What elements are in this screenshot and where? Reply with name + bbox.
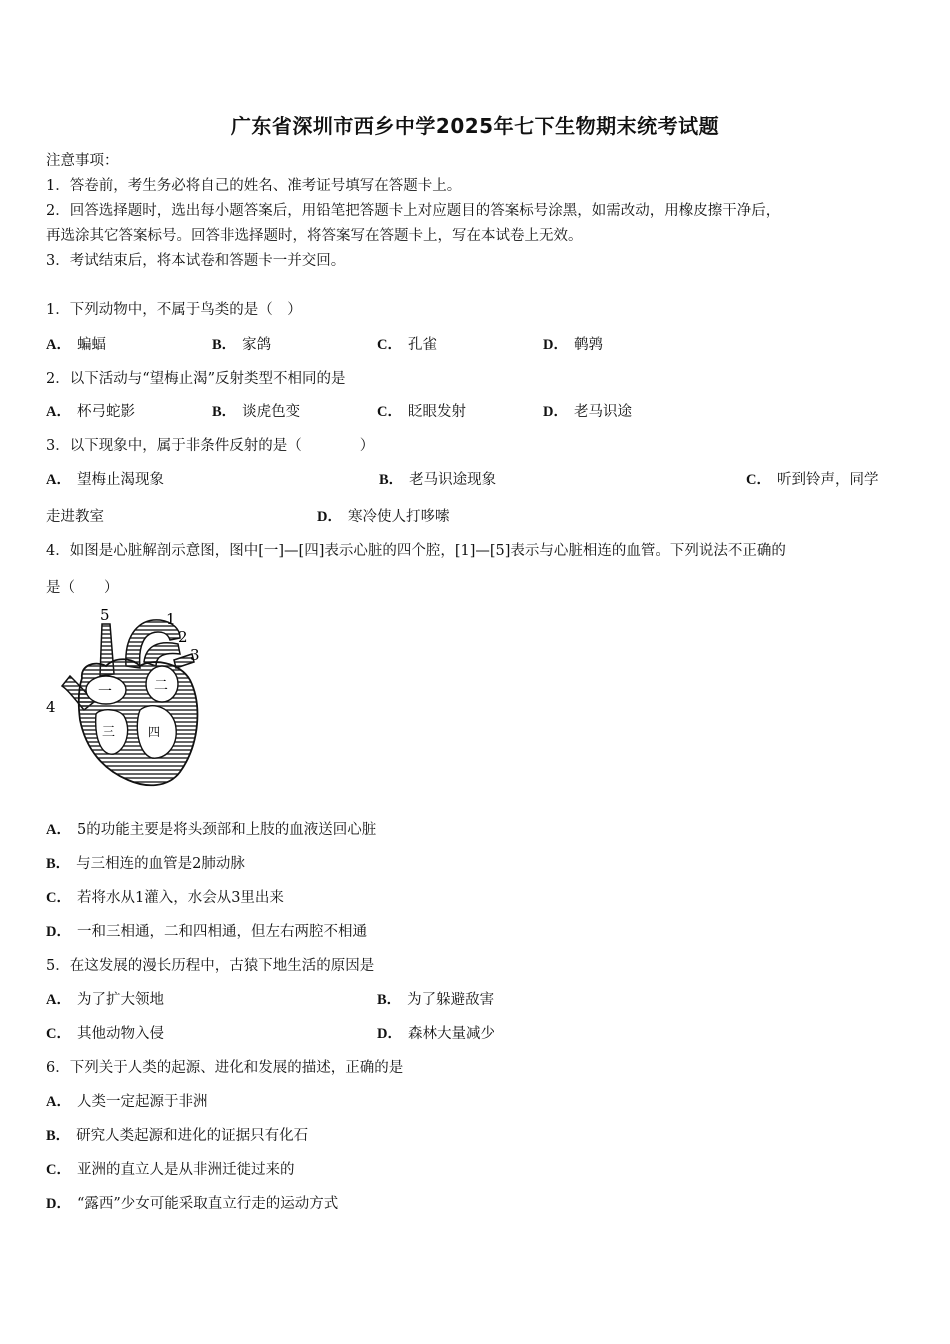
option-text: 森林大量减少: [407, 1026, 495, 1042]
option-letter: B．: [46, 1128, 71, 1144]
option-letter: A．: [46, 992, 71, 1008]
question-4-stem-cont: 是（ ）: [46, 580, 119, 596]
option-letter: C．: [46, 1162, 71, 1178]
option-letter: B．: [212, 337, 237, 353]
option-letter: B．: [377, 992, 402, 1008]
notice-heading: 注意事项：: [46, 153, 119, 169]
option-letter: D．: [46, 924, 71, 940]
option-text: 谈虎色变: [242, 404, 301, 420]
option-letter: A．: [46, 1094, 71, 1110]
notice-item-3: 3．考试结束后，将本试卷和答题卡一并交回。: [46, 253, 346, 269]
option-letter: D．: [543, 404, 568, 420]
q5-option-b[interactable]: [377, 990, 494, 1010]
page-title: 广东省深圳市西乡中学2025年七下生物期末统考试题: [230, 114, 720, 138]
label-5: 5: [100, 606, 110, 624]
q4-option-d[interactable]: [46, 922, 367, 942]
option-text: 老马识途现象: [409, 472, 497, 488]
option-letter: C．: [746, 472, 771, 488]
option-letter: B．: [212, 404, 237, 420]
option-text: 一和三相通，二和四相通，但左右两腔不相通: [76, 924, 367, 940]
option-letter: B．: [46, 856, 71, 872]
chamber-label-2: 二: [154, 678, 168, 694]
q1-option-c[interactable]: [377, 335, 437, 355]
option-letter: C．: [377, 404, 402, 420]
q3-option-b[interactable]: [379, 470, 496, 490]
option-letter: D．: [377, 1026, 402, 1042]
q3-option-c-cont: 走进教室: [46, 509, 104, 525]
option-text: 其他动物入侵: [76, 1026, 164, 1042]
q5-option-d[interactable]: [377, 1024, 495, 1044]
option-text: 蝙蝠: [76, 337, 106, 353]
q2-option-a[interactable]: [46, 402, 135, 422]
label-3: 3: [190, 646, 200, 664]
option-letter: C．: [377, 337, 402, 353]
option-text: 与三相连的血管是2肺动脉: [76, 856, 245, 872]
option-text: 寒冷使人打哆嗦: [347, 509, 450, 525]
chamber-label-4: 四: [148, 725, 161, 739]
option-text: 杯弓蛇影: [76, 404, 135, 420]
q1-option-b[interactable]: [212, 335, 271, 355]
q3-option-a[interactable]: [46, 470, 164, 490]
notice-item-1: 1．答卷前，考生务必将自己的姓名、准考证号填写在答题卡上。: [46, 178, 462, 194]
question-6-stem: 6．下列关于人类的起源、进化和发展的描述，正确的是: [46, 1060, 404, 1076]
option-letter: D．: [46, 1196, 71, 1212]
heart-diagram: [40, 604, 210, 794]
option-letter: B．: [379, 472, 404, 488]
q6-option-a[interactable]: [46, 1092, 207, 1112]
q6-option-c[interactable]: [46, 1160, 294, 1180]
option-text: 孔雀: [407, 337, 437, 353]
option-text: 家鸽: [242, 337, 272, 353]
q4-option-b[interactable]: [46, 854, 245, 874]
option-text: 人类一定起源于非洲: [76, 1094, 208, 1110]
chamber-label-3: 三: [102, 725, 116, 740]
q6-option-b[interactable]: [46, 1126, 308, 1146]
option-letter: A．: [46, 472, 71, 488]
label-1: 1: [166, 610, 176, 628]
option-letter: D．: [543, 337, 568, 353]
q1-option-d[interactable]: [543, 335, 603, 355]
option-text: 为了扩大领地: [76, 992, 164, 1008]
question-1-stem: 1．下列动物中，不属于鸟类的是（ ）: [46, 302, 302, 318]
option-letter: D．: [317, 509, 342, 525]
option-text: 研究人类起源和进化的证据只有化石: [76, 1128, 309, 1144]
option-text: 5的功能主要是将头颈部和上肢的血液送回心脏: [76, 822, 377, 838]
option-text: 鹌鹑: [573, 337, 603, 353]
q4-option-c[interactable]: [46, 888, 284, 908]
option-text: 老马识途: [573, 404, 632, 420]
q4-option-a[interactable]: [46, 820, 376, 840]
notice-item-2: 2．回答选择题时，选出每小题答案后，用铅笔把答题卡上对应题目的答案标号涂黑，如需改动，用橡皮擦干净后，: [46, 203, 781, 219]
question-4-stem: 4．如图是心脏解剖示意图，图中[一]—[四]表示心脏的四个腔，[1]—[5]表示与心脏相连的血管。下列说法不正确的: [46, 543, 786, 559]
heart-diagram-svg: [40, 604, 210, 794]
label-4: 4: [46, 698, 56, 716]
q2-option-d[interactable]: [543, 402, 632, 422]
chamber-label-1: 一: [98, 684, 112, 700]
option-text: 眨眼发射: [407, 404, 466, 420]
option-letter: A．: [46, 337, 71, 353]
option-text: 为了躲避敌害: [407, 992, 495, 1008]
option-text: 望梅止渴现象: [76, 472, 164, 488]
q5-option-c[interactable]: [46, 1024, 164, 1044]
q2-option-b[interactable]: [212, 402, 300, 422]
question-5-stem: 5．在这发展的漫长历程中，古猿下地生活的原因是: [46, 958, 375, 974]
option-letter: A．: [46, 822, 71, 838]
option-text: 亚洲的直立人是从非洲迁徙过来的: [76, 1162, 295, 1178]
q3-option-d[interactable]: [317, 507, 449, 527]
option-text: “露西”少女可能采取直立行走的运动方式: [76, 1196, 339, 1212]
option-letter: C．: [46, 1026, 71, 1042]
option-text: 若将水从1灌入，水会从3里出来: [76, 890, 284, 906]
q6-option-d[interactable]: [46, 1194, 338, 1214]
q3-option-c[interactable]: [746, 470, 878, 490]
option-letter: C．: [46, 890, 71, 906]
option-text: 听到铃声，同学: [776, 472, 879, 488]
question-2-stem: 2．以下活动与“望梅止渴”反射类型不相同的是: [46, 371, 346, 387]
notice-item-2-cont: 再选涂其它答案标号。回答非选择题时，将答案写在答题卡上，写在本试卷上无效。: [46, 228, 583, 244]
option-letter: A．: [46, 404, 71, 420]
q1-option-a[interactable]: [46, 335, 106, 355]
label-2: 2: [178, 628, 188, 646]
q5-option-a[interactable]: [46, 990, 164, 1010]
q2-option-c[interactable]: [377, 402, 466, 422]
question-3-stem: 3．以下现象中，属于非条件反射的是（ ）: [46, 438, 375, 454]
